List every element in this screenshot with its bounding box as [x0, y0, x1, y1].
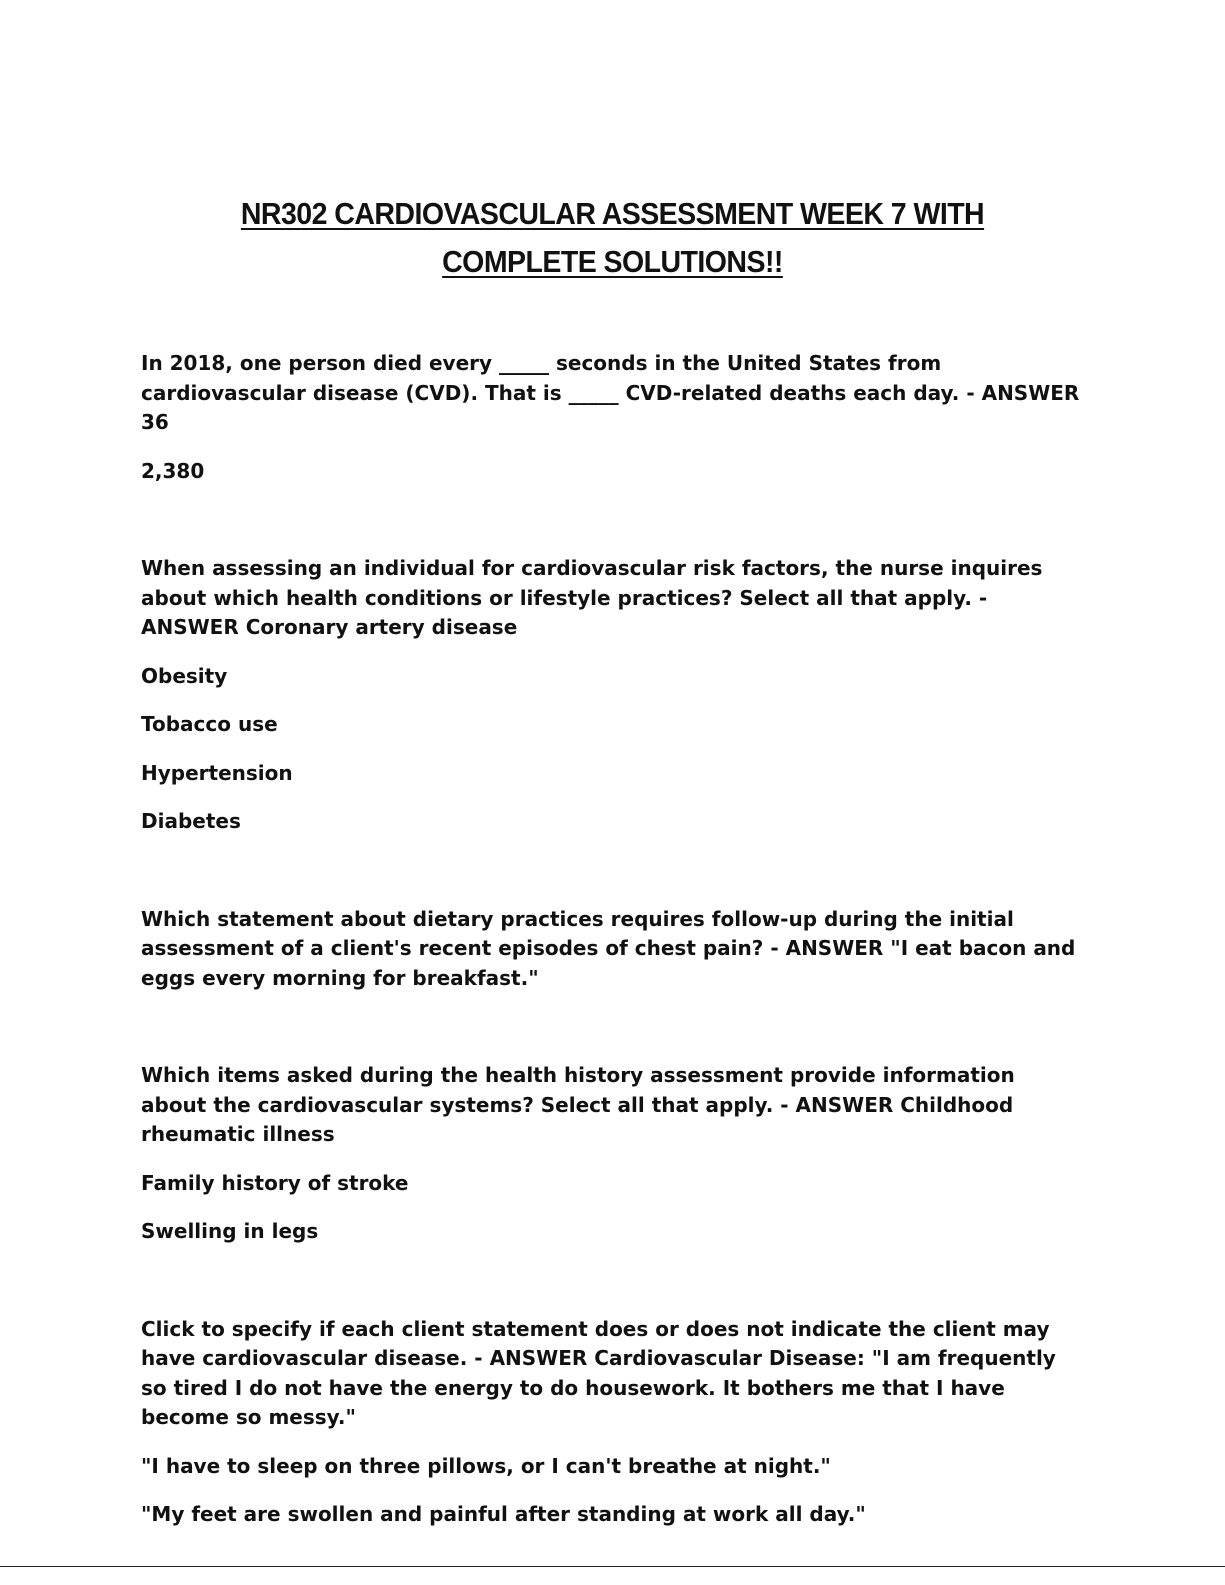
question-text: In 2018, one person died every _____ seconds in the United States from cardiovascular disease (CVD). That is _____ CVD-related deaths each day. - ANSWER 36: [141, 351, 1080, 434]
answer-item: 2,380: [141, 458, 205, 483]
question-block-3: [141, 905, 1081, 994]
title-line-2: COMPLETE SOLUTIONS!!: [442, 244, 783, 279]
answer-item: Tobacco use: [141, 712, 278, 736]
answer-item: Family history of stroke: [141, 1170, 409, 1195]
question-text: Which statement about dietary practices requires follow-up during the initial assessment of a client's recent episodes of chest pain? - ANSWER "I eat bacon and eggs every morning for breakfast.": [141, 906, 1076, 990]
document-title: [49, 190, 1176, 286]
question-spacer: [141, 1247, 1081, 1315]
answer-item: Diabetes: [141, 809, 241, 833]
question-spacer: [141, 993, 1081, 1061]
question-block-5: [141, 1315, 1081, 1530]
question-spacer: [141, 837, 1081, 905]
answer-item: Obesity: [141, 663, 228, 688]
answer-item: Swelling in legs: [141, 1219, 319, 1243]
question-spacer: [141, 486, 1081, 554]
answer-item: "I have to sleep on three pillows, or I can't breathe at night.": [141, 1453, 831, 1478]
question-block-4: [141, 1061, 1081, 1247]
answer-item: "My feet are swollen and painful after standing at work all day.": [141, 1502, 866, 1526]
question-block-2: [141, 554, 1081, 837]
question-text: Click to specify if each client statement does or does not indicate the client may have cardiovascular disease. - ANSWER Cardiovascular Disease: "I am frequently so tired I do not have the energy to do housework. It bothers me that I have become so messy.": [141, 1316, 1056, 1429]
question-block-1: [141, 349, 1081, 486]
question-text: When assessing an individual for cardiovascular risk factors, the nurse inquires about which health conditions or lifestyle practices? Select all that apply. - ANSWER Coronary artery disease: [141, 556, 1043, 639]
question-list: [141, 349, 1081, 1530]
page-bottom-divider: [0, 1566, 1225, 1567]
question-text: Which items asked during the health history assessment provide information about the cardiovascular systems? Select all that apply. - ANSWER Childhood rheumatic illness: [141, 1063, 1015, 1146]
answer-item: Hypertension: [141, 760, 293, 785]
title-line-1: NR302 CARDIOVASCULAR ASSESSMENT WEEK 7 WITH: [240, 196, 985, 231]
